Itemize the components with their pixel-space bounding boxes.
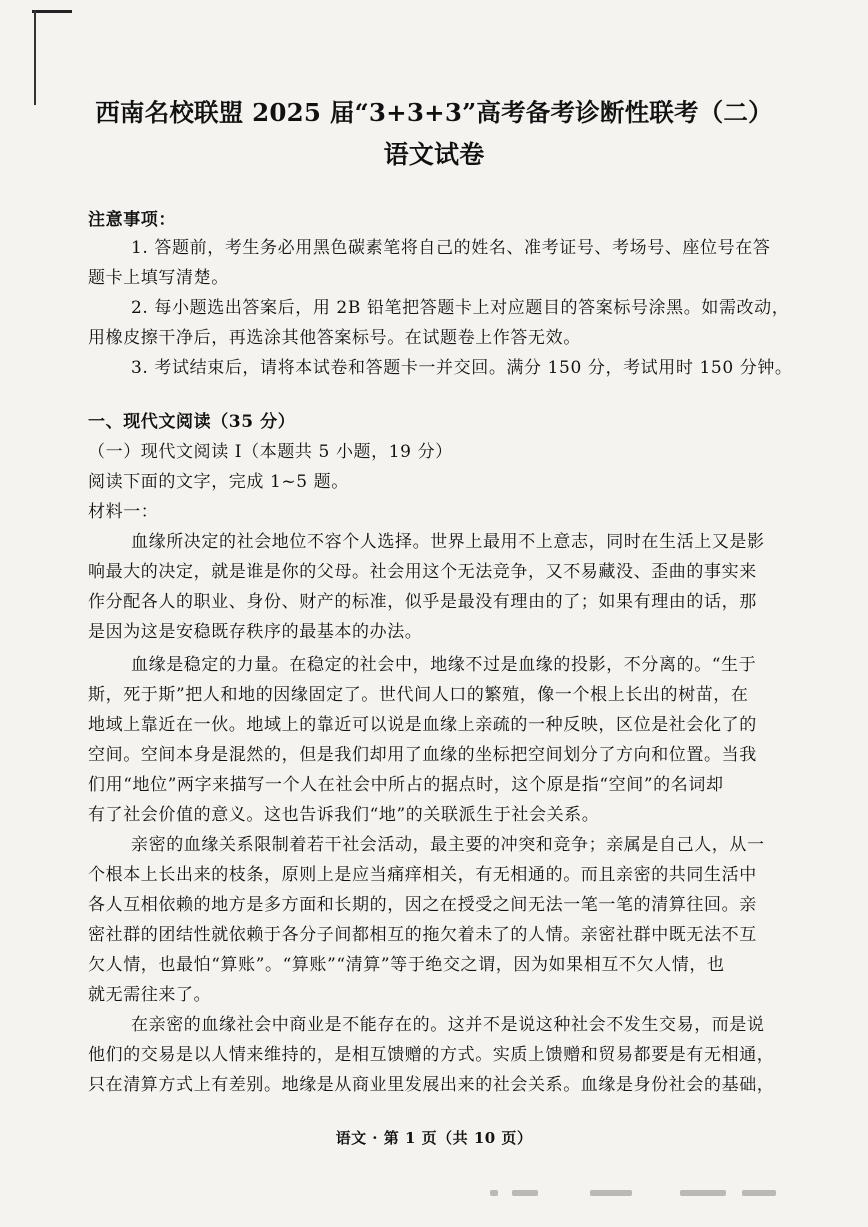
body-line: 斯，死于斯”把人和地的因缘固定了。世代间人口的繁殖，像一个根上长出的树苗，在 <box>88 685 749 705</box>
body-line: 欠人情，也最怕“算账”。“算账”“清算”等于绝交之谓，因为如果相互不欠人情，也 <box>88 955 725 975</box>
body-line: 空间。空间本身是混然的，但是我们却用了血缘的坐标把空间划分了方向和位置。当我 <box>88 745 757 765</box>
body-line: 个根本上长出来的枝条，原则上是应当痛痒相关，有无相通的。而且亲密的共同生活中 <box>88 865 757 885</box>
scan-noise <box>490 1186 790 1202</box>
body-line: 有了社会价值的意义。这也告诉我们“地”的关联派生于社会关系。 <box>88 805 600 825</box>
body-line: 各人互相依赖的地方是多方面和长期的，因之在授受之间无法一笔一笔的清算往回。亲 <box>88 895 757 915</box>
body-line: 是因为这是安稳既存秩序的最基本的办法。 <box>88 622 423 642</box>
body-line: 就无需往来了。 <box>88 985 212 1005</box>
body-line: 密社群的团结性就依赖于各分子间都相互的拖欠着未了的人情。亲密社群中既无法不互 <box>88 925 757 945</box>
body-line: 他们的交易是以人情来维持的，是相互馈赠的方式。实质上馈赠和贸易都要是有无相通， <box>88 1045 775 1065</box>
notice-line: 题卡上填写清楚。 <box>88 268 229 288</box>
notice-line: 用橡皮擦干净后，再选涂其他答案标号。在试题卷上作答无效。 <box>88 328 581 348</box>
material-label: 材料一： <box>88 502 159 522</box>
reading-instruction: 阅读下面的文字，完成 1~5 题。 <box>88 472 349 492</box>
notice-line: 2. 每小题选出答案后，用 2B 铅笔把答题卡上对应题目的答案标号涂黑。如需改动， <box>131 298 790 318</box>
body-line: 们用“地位”两字来描写一个人在社会中所占的据点时，这个原是指“空间”的名词却 <box>88 775 724 795</box>
body-line: 作分配各人的职业、身份、财产的标准，似乎是最没有理由的了；如果有理由的话，那 <box>88 592 757 612</box>
body-line: 只在清算方式上有差别。地缘是从商业里发展出来的社会关系。血缘是身份社会的基础， <box>88 1075 775 1095</box>
body-line: 在亲密的血缘社会中商业是不能存在的。这并不是说这种社会不发生交易，而是说 <box>131 1015 765 1035</box>
notice-heading: 注意事项： <box>88 210 176 230</box>
exam-subject-title: 语文试卷 <box>383 140 485 169</box>
page-footer: 语文 · 第 1 页（共 10 页） <box>335 1129 533 1147</box>
scan-edge-mark <box>34 10 36 105</box>
body-line: 响最大的决定，就是谁是你的父母。社会用这个无法竞争，又不易藏没、歪曲的事实来 <box>88 562 757 582</box>
scan-edge-mark <box>32 10 72 13</box>
notice-line: 1. 答题前，考生务必用黑色碳素笔将自己的姓名、准考证号、考场号、座位号在答 <box>131 238 771 258</box>
subsection-heading: （一）现代文阅读 I（本题共 5 小题，19 分） <box>88 442 453 462</box>
body-line: 亲密的血缘关系限制着若干社会活动，最主要的冲突和竞争；亲属是自己人，从一 <box>131 835 765 855</box>
section-heading: 一、现代文阅读（35 分） <box>88 412 296 432</box>
body-line: 地域上靠近在一伙。地域上的靠近可以说是血缘上亲疏的一种反映，区位是社会化了的 <box>88 715 757 735</box>
body-line: 血缘是稳定的力量。在稳定的社会中，地缘不过是血缘的投影，不分离的。“生于 <box>131 655 757 675</box>
notice-line: 3. 考试结束后，请将本试卷和答题卡一并交回。满分 150 分，考试用时 150 分钟。 <box>131 358 793 378</box>
exam-title: 西南名校联盟 2025 届“3+3+3”高考备考诊断性联考（二） <box>95 98 773 127</box>
body-line: 血缘所决定的社会地位不容个人选择。世界上最用不上意志，同时在生活上又是影 <box>131 532 765 552</box>
